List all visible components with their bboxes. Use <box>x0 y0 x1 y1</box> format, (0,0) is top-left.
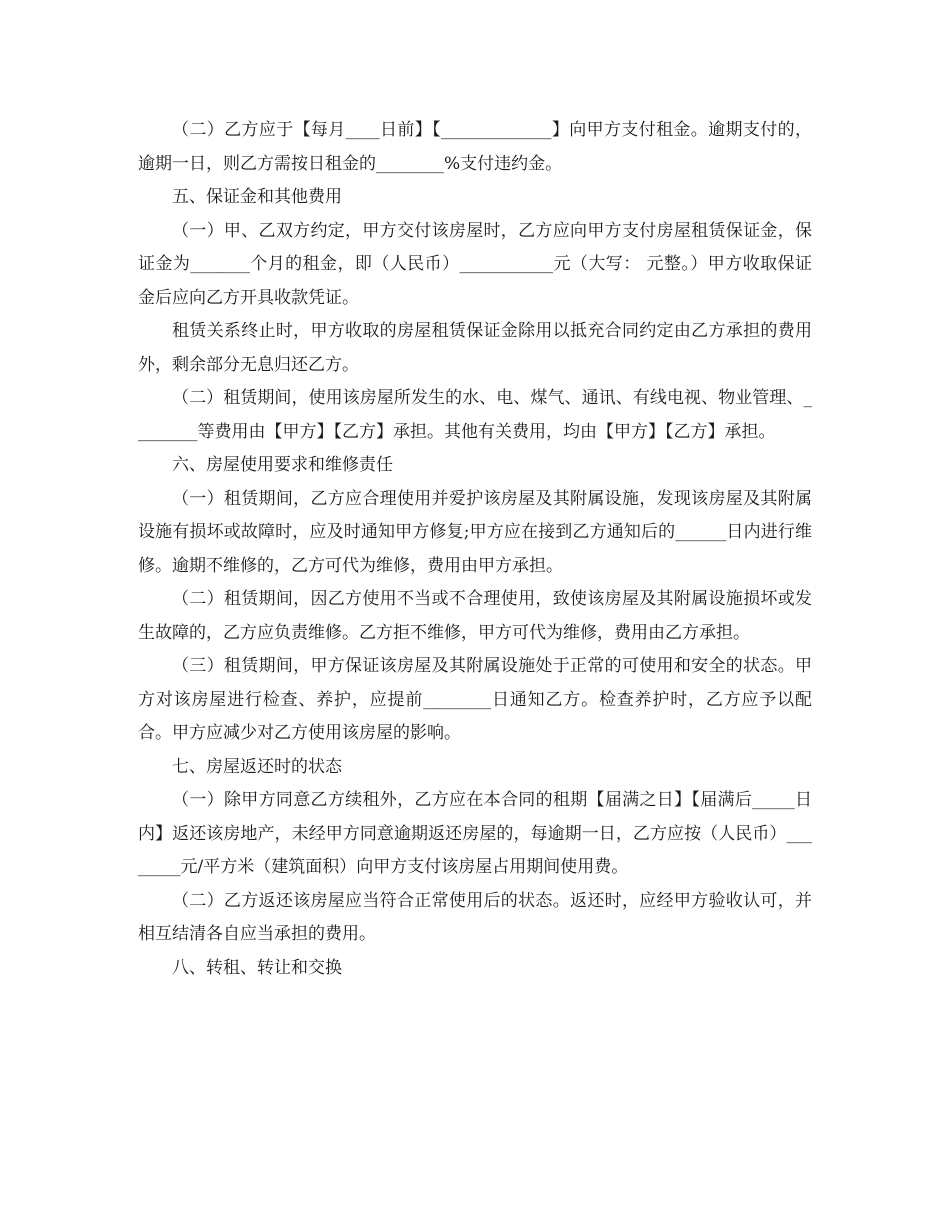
section-7-heading: 七、房屋返还时的状态 <box>172 756 342 777</box>
section-5-heading: 五、保证金和其他费用 <box>172 187 342 207</box>
deposit-clause: （一）甲、乙双方约定，甲方交付该房屋时，乙方应向甲方支付房屋租赁保证金，保证金为_______个月的租金，即（人民币）___________元（大写： 元整。）甲方收取保证金后应向乙方开具收款凭证。 <box>138 220 812 308</box>
section-6-heading: 六、房屋使用要求和维修责任 <box>172 455 393 475</box>
section-8-heading: 八、转租、转让和交换 <box>172 957 342 978</box>
repair-notice-clause: （一）租赁期间，乙方应合理使用并爱护该房屋及其附属设施，发现该房屋及其附属设施有损坏或故障时，应及时通知甲方修复;甲方应在接到乙方通知后的______日内进行维修。逾期不维修的，乙方可代为维修，费用由甲方承担。 <box>138 488 812 576</box>
tenant-repair-clause: （二）租赁期间，因乙方使用不当或不合理使用，致使该房屋及其附属设施损坏或发生故障的，乙方应负责维修。乙方拒不维修，甲方可代为维修，费用由乙方承担。 <box>138 589 812 643</box>
inspection-clause: （三）租赁期间，甲方保证该房屋及其附属设施处于正常的可使用和安全的状态。甲方对该房屋进行检查、养护，应提前________日通知乙方。检查养护时，乙方应予以配合。甲方应减少对乙方使用该房屋的影响。 <box>138 656 812 743</box>
contract-page <box>138 114 812 985</box>
utilities-clause: （二）租赁期间，使用该房屋所发生的水、电、煤气、通讯、有线电视、物业管理、________等费用由【甲方】【乙方】承担。其他有关费用，均由【甲方】【乙方】承担。 <box>138 388 812 442</box>
deposit-return-clause: 租赁关系终止时，甲方收取的房屋租赁保证金除用以抵充合同约定由乙方承担的费用外，剩余部分无息归还乙方。 <box>138 321 812 375</box>
rent-payment-clause: （二）乙方应于【每月____日前】【_____________】向甲方支付租金。逾期支付的， 逾期一日，则乙方需按日租金的________%支付违约金。 <box>138 120 812 174</box>
return-condition-clause: （二）乙方返还该房屋应当符合正常使用后的状态。返还时，应经甲方验收认可，并相互结清各自应当承担的费用。 <box>138 890 812 944</box>
return-clause: （一）除甲方同意乙方续租外，乙方应在本合同的租期【届满之日】【届满后_____日内】返还该房地产，未经甲方同意逾期返还房屋的，每逾期一日，乙方应按（人民币）________元/平方米（建筑面积）向甲方支付该房屋占用期间使用费。 <box>138 790 812 877</box>
